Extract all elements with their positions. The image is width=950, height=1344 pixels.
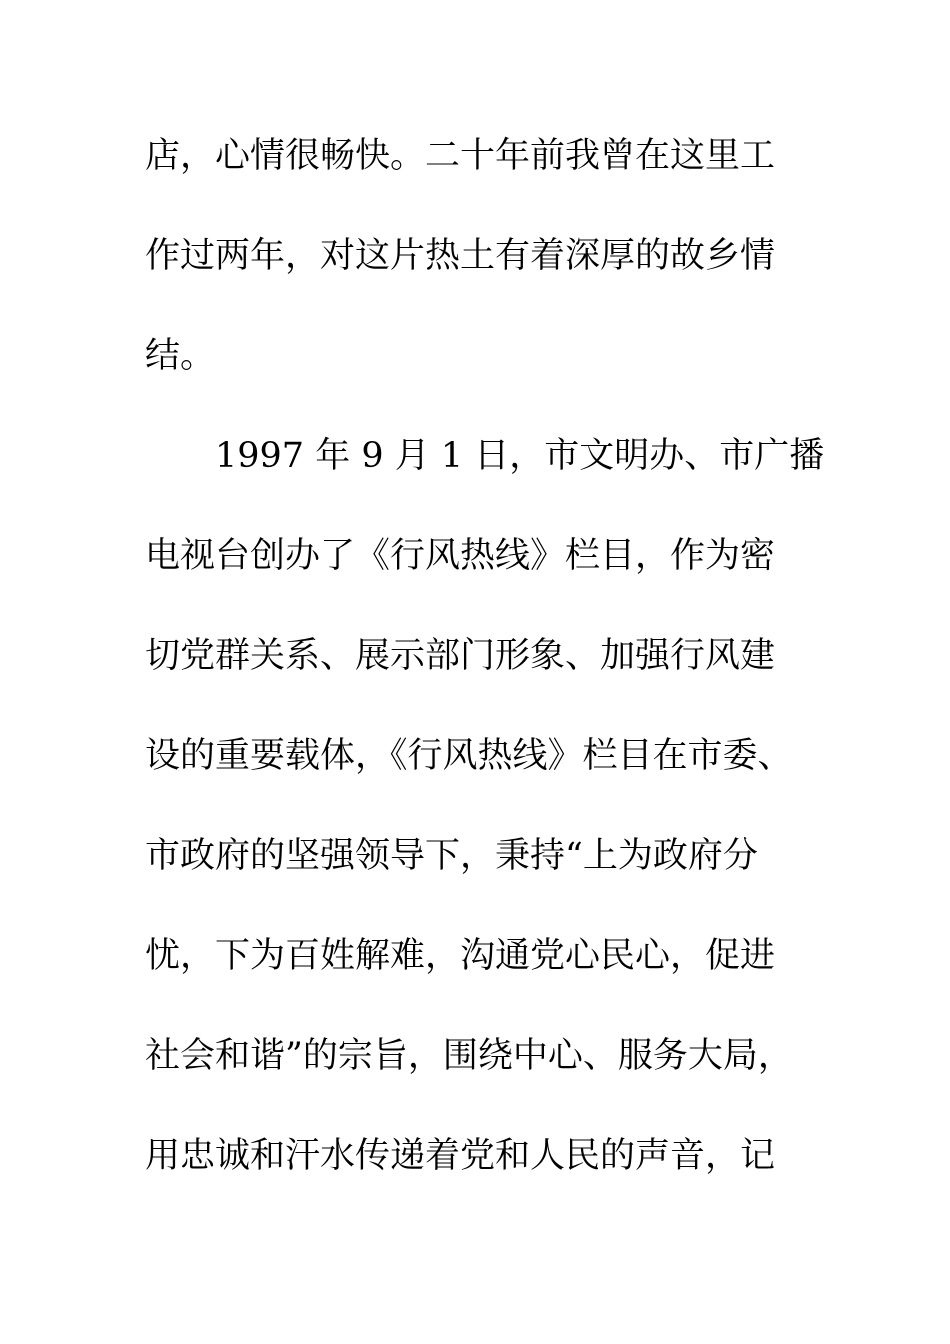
text-line: 忧，下为百姓解难，沟通党心民心，促进 (145, 936, 776, 976)
text-line: 社会和谐”的宗旨，围绕中心、服务大局， (145, 1036, 793, 1076)
text-line: 店，心情很畅快。二十年前我曾在这里工 (145, 136, 776, 176)
text-line: 电视台创办了《行风热线》栏目，作为密 (145, 536, 776, 576)
text-line: 结。 (145, 336, 216, 376)
text-line: 用忠诚和汗水传递着党和人民的声音，记 (145, 1136, 776, 1176)
text-line: 切党群关系、展示部门形象、加强行风建 (145, 636, 776, 676)
body-text (145, 128, 825, 1228)
text-line: 设的重要载体，《行风热线》栏目在市委、 (145, 736, 793, 776)
text-line: 作过两年，对这片热土有着深厚的故乡情 (145, 236, 776, 276)
text-line: 市政府的坚强领导下，秉持“上为政府分 (145, 836, 758, 876)
paragraph-first-line: 1997 年 9 月 1 日，市文明办、市广播 (215, 436, 825, 476)
